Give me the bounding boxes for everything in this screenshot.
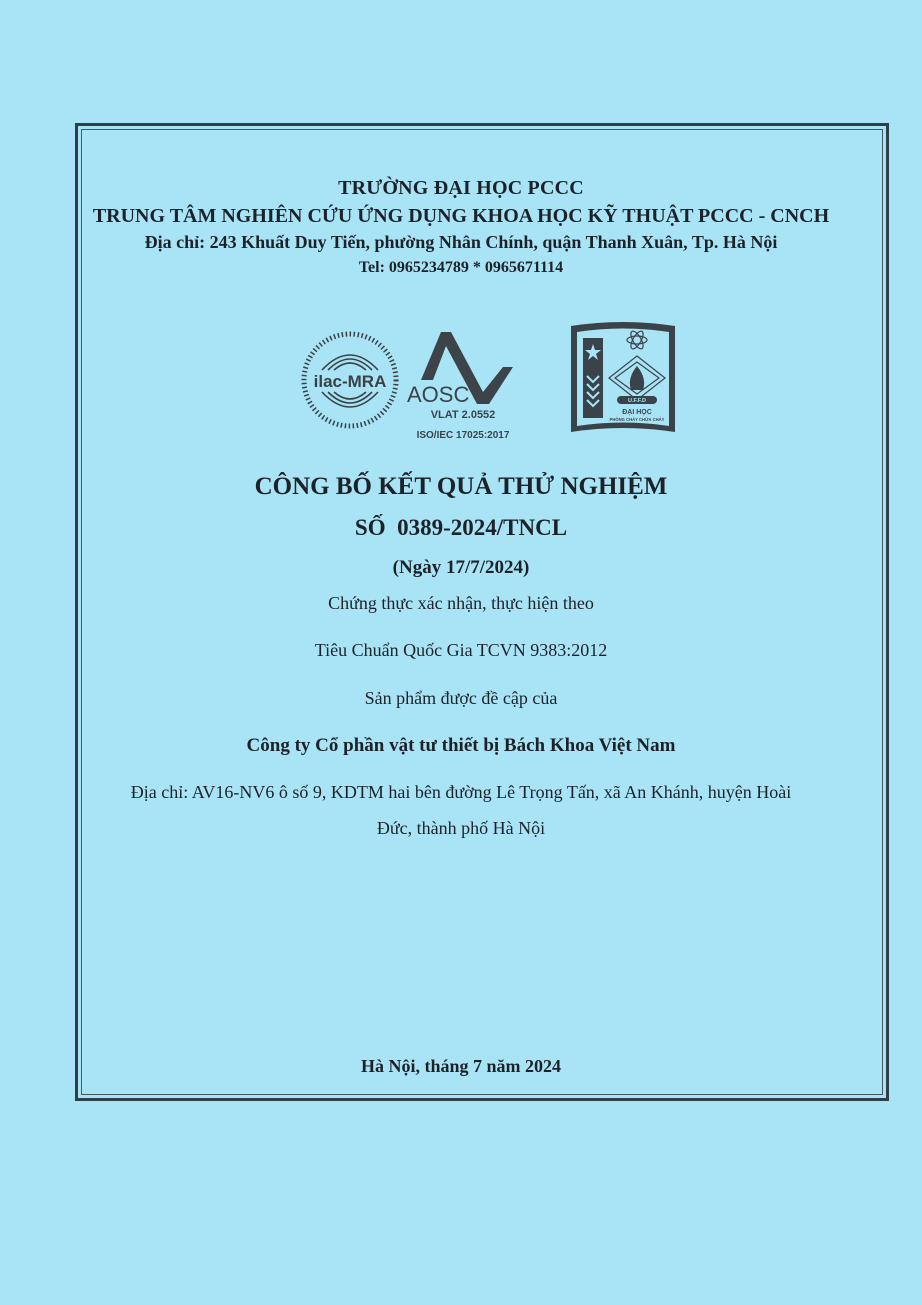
center-name: TRUNG TÂM NGHIÊN CỨU ỨNG DỤNG KHOA HỌC KỸ THUẬT PCCC - CNCH <box>92 205 830 227</box>
standard-reference: Tiêu Chuẩn Quốc Gia TCVN 9383:2012 <box>314 640 608 660</box>
svg-text:ĐẠI HỌC: ĐẠI HỌC <box>622 409 652 416</box>
product-intro: Sản phẩm được đề cập của <box>364 688 558 708</box>
company-address-line-2: Đức, thành phố Hà Nội <box>376 818 546 838</box>
ilac-mra-logo-icon <box>300 330 400 430</box>
svg-text:AOSC: AOSC <box>407 382 470 407</box>
document-date: (Ngày 17/7/2024) <box>392 557 530 578</box>
svg-text:U.F.F.D: U.F.F.D <box>627 398 647 404</box>
center-phone: Tel: 0965234789 * 0965671114 <box>358 259 564 276</box>
aosc-logo-icon <box>403 322 523 440</box>
certification-line: Chứng thực xác nhận, thực hiện theo <box>328 593 594 613</box>
document-title: CÔNG BỐ KẾT QUẢ THỬ NGHIỆM <box>254 473 668 500</box>
place-date: Hà Nội, tháng 7 năm 2024 <box>360 1056 562 1076</box>
logo-row <box>295 320 685 445</box>
svg-text:PHÒNG CHÁY CHỮA CHÁY: PHÒNG CHÁY CHỮA CHÁY <box>609 417 665 422</box>
svg-text:ISO/IEC 17025:2017: ISO/IEC 17025:2017 <box>416 430 510 440</box>
document-number: SỐ 0389-2024/TNCL <box>354 515 568 540</box>
center-address: Địa chỉ: 243 Khuất Duy Tiến, phường Nhân Chính, quận Thanh Xuân, Tp. Hà Nội <box>144 232 778 252</box>
school-name: TRƯỜNG ĐẠI HỌC PCCC <box>338 177 584 199</box>
company-address-line-1: Địa chỉ: AV16-NV6 ô số 9, KDTM hai bên đường Lê Trọng Tấn, xã An Khánh, huyện Hoài <box>130 782 792 802</box>
svg-text:ilac-MRA: ilac-MRA <box>313 372 387 391</box>
university-emblem-icon <box>567 320 679 442</box>
svg-text:VLAT 2.0552: VLAT 2.0552 <box>430 409 496 421</box>
company-name: Công ty Cổ phần vật tư thiết bị Bách Khoa Việt Nam <box>246 735 676 756</box>
